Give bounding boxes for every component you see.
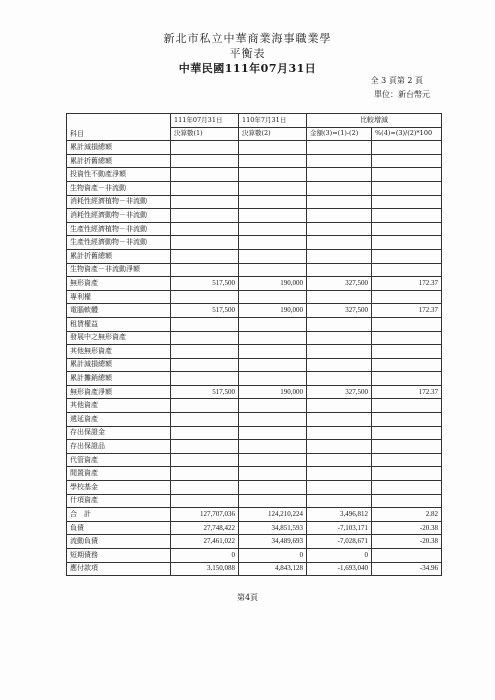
table-row	[67, 453, 442, 467]
row-change-percent	[372, 345, 442, 359]
row-current-amount	[171, 399, 239, 413]
document-title: 新北市私立中華商業海事職業學	[163, 32, 332, 45]
row-change-percent	[372, 317, 442, 331]
row-current-amount: 27,748,422	[171, 521, 239, 535]
row-current-amount: 517,500	[171, 277, 239, 291]
row-item-name: 生產性經濟動物－非流動	[67, 236, 171, 250]
row-item-name: 生物資產－非流動	[67, 181, 171, 195]
row-previous-amount	[239, 209, 307, 223]
row-item-name: 累計減損總額	[67, 141, 171, 155]
row-change-amount	[307, 467, 372, 481]
row-change-amount: -1,693,040	[307, 562, 372, 576]
table-row	[67, 249, 442, 263]
row-previous-amount	[239, 249, 307, 263]
row-item-name: 代管資產	[67, 453, 171, 467]
table-row	[67, 521, 442, 535]
row-previous-amount: 190,000	[239, 304, 307, 318]
row-previous-amount: 0	[239, 549, 307, 563]
row-change-percent	[372, 222, 442, 236]
row-change-amount	[307, 168, 372, 182]
row-change-percent	[372, 494, 442, 508]
row-item-name: 無形資產	[67, 277, 171, 291]
row-current-amount	[171, 141, 239, 155]
row-change-percent	[372, 453, 442, 467]
row-item-name: 發展中之無形資產	[67, 331, 171, 345]
row-current-amount: 517,500	[171, 304, 239, 318]
row-change-amount	[307, 345, 372, 359]
document-subtitle: 平衡表	[229, 47, 266, 60]
row-change-amount	[307, 440, 372, 454]
row-current-amount	[171, 195, 239, 209]
row-change-amount: -7,028,671	[307, 535, 372, 549]
row-item-name: 消耗性經濟植物－非流動	[67, 195, 171, 209]
row-previous-amount	[239, 222, 307, 236]
row-change-percent	[372, 467, 442, 481]
row-previous-amount: 190,000	[239, 385, 307, 399]
row-change-amount: 0	[307, 549, 372, 563]
row-change-percent	[372, 249, 442, 263]
row-change-percent	[372, 549, 442, 563]
table-row	[67, 358, 442, 372]
row-change-percent	[372, 413, 442, 427]
row-item-name: 累計折舊總額	[67, 154, 171, 168]
row-change-amount	[307, 154, 372, 168]
row-change-amount	[307, 331, 372, 345]
row-item-name: 什項資產	[67, 494, 171, 508]
row-current-amount	[171, 413, 239, 427]
row-current-amount	[171, 263, 239, 277]
row-change-percent	[372, 195, 442, 209]
row-change-amount: -7,103,171	[307, 521, 372, 535]
table-header-row	[67, 114, 442, 128]
balance-sheet-table	[66, 113, 442, 576]
row-item-name: 生物資產－非流動淨額	[67, 263, 171, 277]
row-change-amount: 327,500	[307, 304, 372, 318]
row-change-percent	[372, 181, 442, 195]
row-previous-amount	[239, 413, 307, 427]
row-previous-amount	[239, 236, 307, 250]
row-previous-amount	[239, 195, 307, 209]
row-change-amount	[307, 358, 372, 372]
row-previous-amount: 190,000	[239, 277, 307, 291]
row-item-name: 流動負債	[67, 535, 171, 549]
row-change-percent	[372, 481, 442, 495]
row-previous-amount: 4,843,128	[239, 562, 307, 576]
row-item-name: 其他無形資產	[67, 345, 171, 359]
row-item-name: 存出保證品	[67, 440, 171, 454]
row-change-amount	[307, 209, 372, 223]
row-previous-amount	[239, 481, 307, 495]
row-change-percent	[372, 168, 442, 182]
row-previous-amount	[239, 372, 307, 386]
row-previous-amount	[239, 168, 307, 182]
row-current-amount	[171, 426, 239, 440]
row-change-amount	[307, 426, 372, 440]
report-date: 中華民國111年07月31日	[178, 62, 317, 75]
row-item-name: 累計攤銷總額	[67, 372, 171, 386]
row-previous-amount	[239, 426, 307, 440]
row-previous-amount	[239, 290, 307, 304]
table-row	[67, 222, 442, 236]
row-previous-amount	[239, 263, 307, 277]
row-item-name: 負債	[67, 521, 171, 535]
row-previous-amount	[239, 494, 307, 508]
table-row	[67, 494, 442, 508]
row-previous-amount: 34,851,593	[239, 521, 307, 535]
row-change-percent	[372, 141, 442, 155]
row-current-amount	[171, 467, 239, 481]
row-change-percent	[372, 154, 442, 168]
row-change-percent	[372, 209, 442, 223]
table-row	[67, 181, 442, 195]
row-current-amount	[171, 440, 239, 454]
row-current-amount	[171, 372, 239, 386]
row-change-amount	[307, 453, 372, 467]
table-row	[67, 440, 442, 454]
page-number: 第4頁	[236, 593, 259, 602]
row-item-name: 租賃權益	[67, 317, 171, 331]
table-row	[67, 290, 442, 304]
row-change-percent: 172.37	[372, 385, 442, 399]
row-current-amount	[171, 168, 239, 182]
table-row	[67, 549, 442, 563]
row-change-percent: 172.37	[372, 277, 442, 291]
table-row	[67, 195, 442, 209]
row-change-amount	[307, 372, 372, 386]
row-previous-amount	[239, 141, 307, 155]
row-change-percent: -20.38	[372, 521, 442, 535]
row-current-amount	[171, 222, 239, 236]
row-item-name: 存出保證金	[67, 426, 171, 440]
row-change-percent	[372, 358, 442, 372]
row-current-amount: 3,150,088	[171, 562, 239, 576]
row-item-name: 閒置資產	[67, 467, 171, 481]
row-current-amount	[171, 345, 239, 359]
row-previous-amount	[239, 181, 307, 195]
row-item-name: 專利權	[67, 290, 171, 304]
row-change-percent	[372, 440, 442, 454]
row-change-amount	[307, 399, 372, 413]
table-row	[67, 236, 442, 250]
row-change-amount	[307, 181, 372, 195]
table-row	[67, 277, 442, 291]
row-current-amount	[171, 290, 239, 304]
row-previous-amount	[239, 399, 307, 413]
row-change-percent: 172.37	[372, 304, 442, 318]
table-body	[67, 141, 442, 576]
column-header-col1-date: 111年07月31日	[171, 114, 239, 128]
row-item-name: 學校基金	[67, 481, 171, 495]
column-header-col2-label: 決算數(2)	[239, 127, 307, 141]
row-current-amount	[171, 181, 239, 195]
row-current-amount	[171, 453, 239, 467]
row-item-name: 投資性不動產淨額	[67, 168, 171, 182]
table-row	[67, 535, 442, 549]
row-item-name: 其他資產	[67, 399, 171, 413]
row-item-name: 電腦軟體	[67, 304, 171, 318]
row-current-amount	[171, 209, 239, 223]
column-header-col4-label: %(4)=(3)/(2)*100	[372, 127, 442, 141]
row-item-name: 生產性經濟植物－非流動	[67, 222, 171, 236]
table-row	[67, 263, 442, 277]
row-change-percent	[372, 426, 442, 440]
row-change-amount	[307, 195, 372, 209]
row-change-amount	[307, 222, 372, 236]
row-change-percent	[372, 372, 442, 386]
table-row	[67, 345, 442, 359]
row-previous-amount: 34,489,693	[239, 535, 307, 549]
row-change-percent: -34.96	[372, 562, 442, 576]
table-row	[67, 385, 442, 399]
row-change-amount: 327,500	[307, 277, 372, 291]
row-item-name: 遞延資產	[67, 413, 171, 427]
row-change-percent	[372, 290, 442, 304]
column-header-item: 科目	[67, 114, 171, 141]
row-previous-amount	[239, 331, 307, 345]
row-previous-amount	[239, 317, 307, 331]
row-change-amount	[307, 494, 372, 508]
table-row	[67, 467, 442, 481]
table-row	[67, 426, 442, 440]
table-row	[67, 508, 442, 522]
row-item-name: 合 計	[67, 508, 171, 522]
column-header-compare: 比較增減	[307, 114, 442, 128]
row-previous-amount	[239, 440, 307, 454]
row-current-amount	[171, 154, 239, 168]
row-change-amount	[307, 263, 372, 277]
row-item-name: 消耗性經濟動物－非流動	[67, 209, 171, 223]
row-change-amount	[307, 481, 372, 495]
row-previous-amount	[239, 345, 307, 359]
row-change-amount	[307, 249, 372, 263]
row-current-amount: 0	[171, 549, 239, 563]
table-row	[67, 562, 442, 576]
currency-unit: 單位：新台幣元	[374, 90, 430, 99]
table-row	[67, 481, 442, 495]
row-current-amount	[171, 317, 239, 331]
row-current-amount	[171, 481, 239, 495]
row-item-name: 無形資產淨額	[67, 385, 171, 399]
table-row	[67, 372, 442, 386]
table-row	[67, 304, 442, 318]
table-row	[67, 141, 442, 155]
row-previous-amount	[239, 358, 307, 372]
row-item-name: 短期債務	[67, 549, 171, 563]
row-current-amount: 127,707,036	[171, 508, 239, 522]
row-change-amount: 3,496,812	[307, 508, 372, 522]
column-header-col2-date: 110年7月31日	[239, 114, 307, 128]
row-item-name: 累計減損總額	[67, 358, 171, 372]
row-change-amount	[307, 141, 372, 155]
row-previous-amount	[239, 453, 307, 467]
row-change-percent	[372, 236, 442, 250]
row-item-name: 累計折舊總額	[67, 249, 171, 263]
row-change-percent: 2.82	[372, 508, 442, 522]
row-item-name: 應付款項	[67, 562, 171, 576]
row-current-amount	[171, 249, 239, 263]
row-previous-amount	[239, 154, 307, 168]
column-header-col3-label: 金額(3)=(1)-(2)	[307, 127, 372, 141]
table-row	[67, 331, 442, 345]
row-current-amount	[171, 358, 239, 372]
row-current-amount: 27,461,022	[171, 535, 239, 549]
column-header-col1-label: 決算數(1)	[171, 127, 239, 141]
table-row	[67, 168, 442, 182]
row-previous-amount	[239, 467, 307, 481]
table-row	[67, 399, 442, 413]
table-row	[67, 413, 442, 427]
table-row	[67, 154, 442, 168]
row-change-percent: -20.38	[372, 535, 442, 549]
row-change-percent	[372, 263, 442, 277]
table-row	[67, 209, 442, 223]
row-current-amount	[171, 331, 239, 345]
row-change-percent	[372, 399, 442, 413]
row-change-amount	[307, 317, 372, 331]
row-change-amount: 327,500	[307, 385, 372, 399]
page-info: 全 3 頁第 2 頁	[370, 76, 423, 85]
row-current-amount	[171, 494, 239, 508]
row-previous-amount: 124,210,224	[239, 508, 307, 522]
row-change-amount	[307, 413, 372, 427]
table-row	[67, 317, 442, 331]
row-change-amount	[307, 236, 372, 250]
row-current-amount: 517,500	[171, 385, 239, 399]
row-change-percent	[372, 331, 442, 345]
row-current-amount	[171, 236, 239, 250]
row-change-amount	[307, 290, 372, 304]
